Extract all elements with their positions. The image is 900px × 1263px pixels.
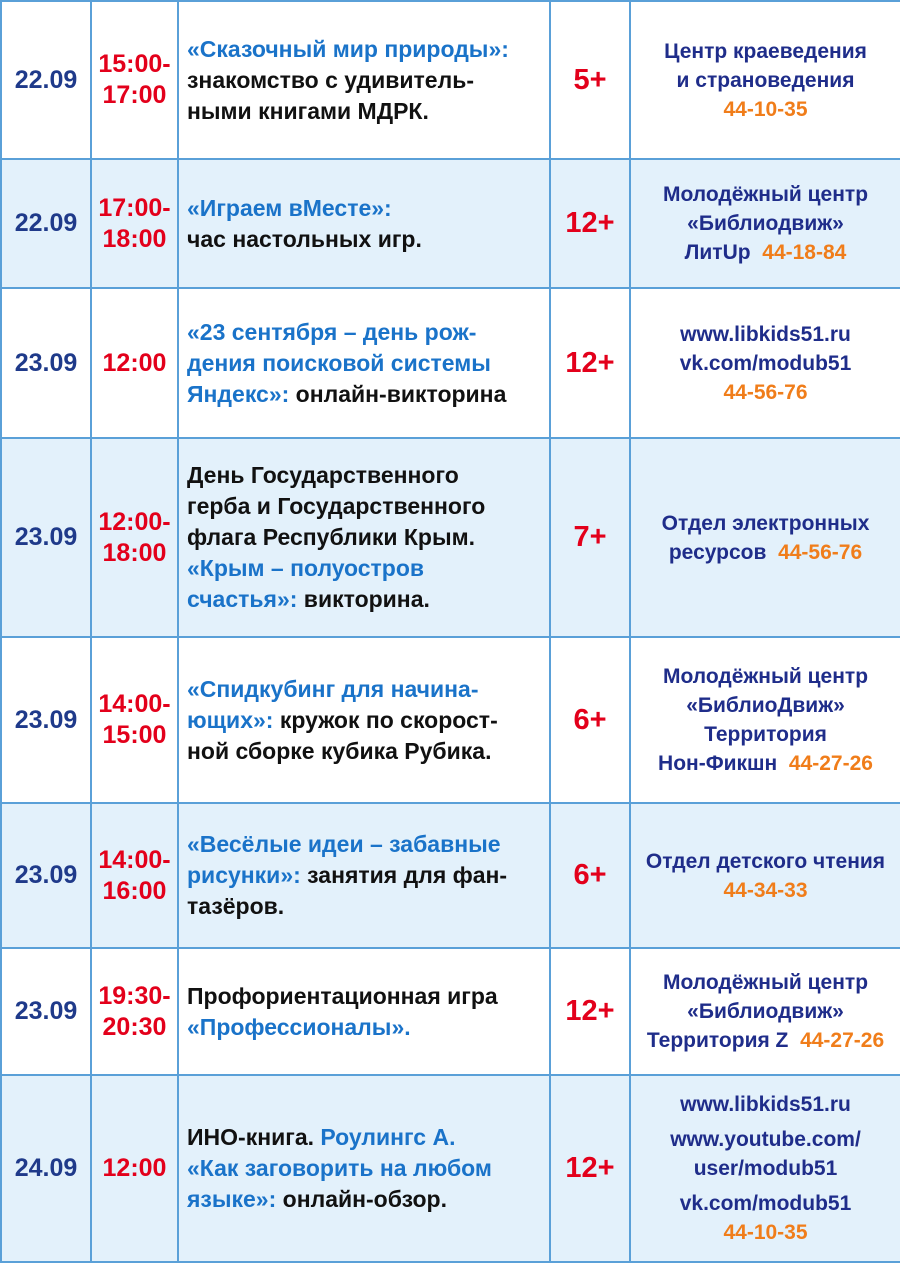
description-line [187,829,545,860]
description-tail: онлайн-обзор. [276,1186,447,1212]
table-row [1,159,900,288]
event-description [178,288,550,438]
description-line [187,553,545,584]
description-line [187,193,545,224]
venue-link[interactable]: user/modub51 [693,1157,838,1180]
event-venue [630,1,900,159]
venue-link[interactable]: www.youtube.com/ [670,1128,861,1151]
table-row [1,438,900,637]
venue-link[interactable]: vk.com/modub51 [679,351,852,375]
venue-line: Нон-Фикшн [658,752,778,775]
venue-last-line [631,876,900,905]
venue-line: Молодёжный центр [662,971,869,994]
venue-phone: 44-10-35 [723,1221,808,1244]
venue-last-line [631,1218,900,1247]
description-text: «Крым – полуостров [187,555,425,581]
event-time [91,438,178,637]
event-venue [630,803,900,948]
age-rating: 7+ [550,438,630,637]
event-date: 23.09 [1,803,91,948]
description-text: «Как заговорить на любом [187,1155,492,1181]
description-text: «23 сентября – день рож- [187,318,477,345]
description-text: Профориентационная игра [187,982,498,1009]
venue-line: «Библиодвиж» [687,212,844,235]
event-time-part: 17:00- [98,193,171,222]
venue-last-line [631,378,900,407]
description-line [187,736,545,767]
venue-line: Территория [704,723,827,746]
venue-phone: 44-27-26 [800,1029,885,1052]
event-date: 23.09 [1,438,91,637]
event-time [91,948,178,1075]
table-row [1,1,900,159]
event-time-part: 15:00 [102,721,167,749]
venue-line: Отдел детского чтения [645,849,886,873]
event-time-part: 12:00 [102,1154,167,1182]
venue-last-line [631,95,900,124]
description-text: герба и Государственного [187,493,486,519]
venue-line: Центр краеведения [664,39,867,63]
description-text: ИНО-книга. [187,1124,314,1150]
event-time-part: 18:00 [102,224,167,253]
venue-line: Молодёжный центр [662,183,869,206]
description-line [187,96,545,127]
description-line [187,224,545,255]
venue-phone: 44-18-84 [762,241,847,264]
description-text: языке»: [187,1186,277,1212]
event-time-part: 14:00- [98,690,171,718]
description-text: «Весёлые идеи – забавные [187,831,501,857]
description-text: «Спидкубинг для начина- [187,675,479,702]
table-row [1,288,900,438]
venue-last-line [631,749,900,778]
event-time [91,1075,178,1262]
event-venue [630,948,900,1075]
event-description [178,1,550,159]
venue-line: ЛитUp [684,241,751,264]
event-venue [630,159,900,288]
description-line [187,491,545,522]
description-tail: Роулингс А. [314,1124,456,1150]
description-line [187,1012,545,1043]
age-rating: 12+ [550,159,630,288]
description-text: «Сказочный мир природы»: [187,35,509,62]
description-text: «Профессионалы». [187,1013,411,1040]
description-line [187,522,545,553]
description-line [187,1184,545,1215]
age-rating: 5+ [550,1,630,159]
venue-line: ресурсов [668,540,767,564]
event-venue [630,438,900,637]
description-line [187,981,545,1012]
event-description [178,159,550,288]
event-venue [630,288,900,438]
event-date: 23.09 [1,637,91,803]
venue-phone: 44-10-35 [723,97,808,121]
venue-last-line [631,1026,900,1055]
event-venue [630,1075,900,1262]
age-rating: 12+ [550,288,630,438]
event-time [91,159,178,288]
venue-phone: 44-56-76 [778,540,863,564]
description-text: «Играем вМесте»: [187,194,392,221]
description-tail: онлайн-викторина [289,380,507,407]
table-row [1,803,900,948]
description-line [187,1153,545,1184]
description-text: ющих»: [187,706,274,733]
description-text: ной сборке кубика Рубика. [187,737,492,764]
description-line [187,1122,545,1153]
description-tail: кружок по скорост- [273,706,498,733]
venue-line: Территория Z [646,1029,789,1052]
description-line [187,460,545,491]
venue-phone: 44-27-26 [788,752,873,775]
venue-line: и страноведения [676,68,855,92]
event-date: 23.09 [1,288,91,438]
venue-line: Отдел электронных [661,511,870,535]
description-text: тазёров. [187,893,285,919]
event-time-part: 20:30 [102,1012,167,1041]
event-time-part: 19:30- [98,981,171,1010]
description-line [187,860,545,891]
venue-phone: 44-56-76 [723,380,808,404]
age-rating: 12+ [550,948,630,1075]
description-text: День Государственного [187,462,459,488]
description-text: счастья»: [187,586,298,612]
description-line [187,584,545,615]
description-tail: занятия для фан- [300,862,508,888]
description-line [187,891,545,922]
description-line [187,348,545,379]
description-text: час настольных игр. [187,225,422,252]
description-text: знакомство с удивитель- [187,66,474,93]
description-line [187,705,545,736]
table-row [1,948,900,1075]
event-description [178,1075,550,1262]
venue-link[interactable]: vk.com/modub51 [679,1192,852,1215]
venue-phone: 44-34-33 [723,878,808,902]
event-date: 22.09 [1,1,91,159]
event-time [91,803,178,948]
event-time [91,637,178,803]
table-row [1,1075,900,1262]
event-description [178,637,550,803]
venue-line: «БиблиоДвиж» [686,694,845,717]
venue-link[interactable]: www.libkids51.ru [680,1093,851,1116]
event-time-part: 15:00- [98,50,171,78]
description-text: флага Республики Крым. [187,524,476,550]
age-rating: 6+ [550,803,630,948]
event-description [178,803,550,948]
venue-last-line [631,238,900,267]
description-text: ными книгами МДРК. [187,97,429,124]
age-rating: 12+ [550,1075,630,1262]
venue-line: «Библиодвиж» [687,1000,844,1023]
event-description [178,948,550,1075]
description-text: Яндекс»: [187,380,290,407]
event-time-part: 17:00 [102,81,167,109]
venue-link[interactable]: www.libkids51.ru [680,322,851,346]
table-row [1,637,900,803]
event-venue [630,637,900,803]
description-tail: викторина. [297,586,430,612]
description-line [187,317,545,348]
event-time-part: 14:00- [98,845,171,874]
age-rating: 6+ [550,637,630,803]
event-time [91,288,178,438]
venue-line: Молодёжный центр [662,665,869,688]
event-time-part: 18:00 [102,538,167,567]
event-date: 24.09 [1,1075,91,1262]
event-time-part: 16:00 [102,876,167,905]
description-line [187,674,545,705]
event-time [91,1,178,159]
description-line [187,379,545,410]
venue-last-line [631,538,900,567]
description-line [187,65,545,96]
event-time-part: 12:00 [102,348,167,377]
event-time-part: 12:00- [98,507,171,536]
event-date: 23.09 [1,948,91,1075]
event-description [178,438,550,637]
description-text: рисунки»: [187,862,301,888]
event-date: 22.09 [1,159,91,288]
events-table-body [1,1,900,1262]
description-line [187,34,545,65]
description-text: дения поисковой системы [187,349,491,376]
